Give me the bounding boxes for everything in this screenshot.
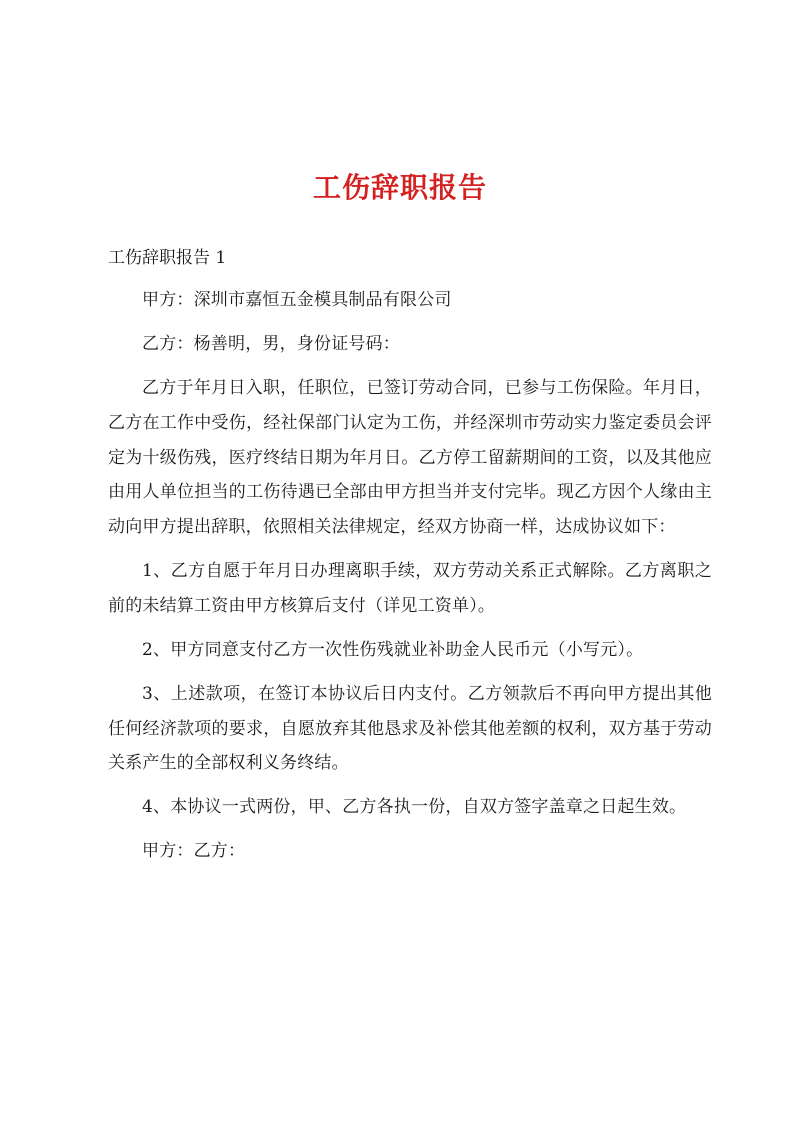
party-b-line: 乙方：杨善明，男，身份证号码：	[142, 334, 400, 355]
document-subtitle: 工伤辞职报告 1	[108, 248, 227, 268]
clause-1: 1、乙方自愿于年月日办理离职手续，双方劳动关系正式解除。乙方离职之前的未结算工资由甲方核算后支付（详见工资单）。	[108, 560, 712, 616]
document-title: 工伤辞职报告	[312, 171, 487, 204]
party-a-line: 甲方：深圳市嘉恒五金模具制品有限公司	[142, 290, 452, 310]
signature-line: 甲方：乙方：	[142, 841, 246, 862]
clause-4: 4、本协议一式两份，甲、乙方各执一份，自双方签字盖章之日起生效。	[142, 797, 687, 818]
clause-3: 3、上述款项，在签订本协议后日内支付。乙方领款后不再向甲方提出其他任何经济款项的要求，自愿放弃其他恳求及补偿其他差额的权利，双方基于劳动关系产生的全部权利义务终结。	[108, 683, 712, 774]
clause-2: 2、甲方同意支付乙方一次性伤残就业补助金人民币元（小写元）。	[142, 639, 644, 660]
background-paragraph: 乙方于年月日入职，任职位，已签订劳动合同，已参与工伤保险。年月日，乙方在工作中受伤，经社保部门认定为工伤，并经深圳市劳动实力鉴定委员会评定为十级伤残，医疗终结日期为年月日。乙方停工留薪期间的工资，以及其他应由用人单位担当的工伤待遇已全部由甲方担当并支付完毕。现乙方因个人缘由主动向甲方提出辞职，依照相关法律规定，经双方协商一样，达成协议如下：	[108, 378, 712, 537]
document-body	[108, 283, 712, 879]
